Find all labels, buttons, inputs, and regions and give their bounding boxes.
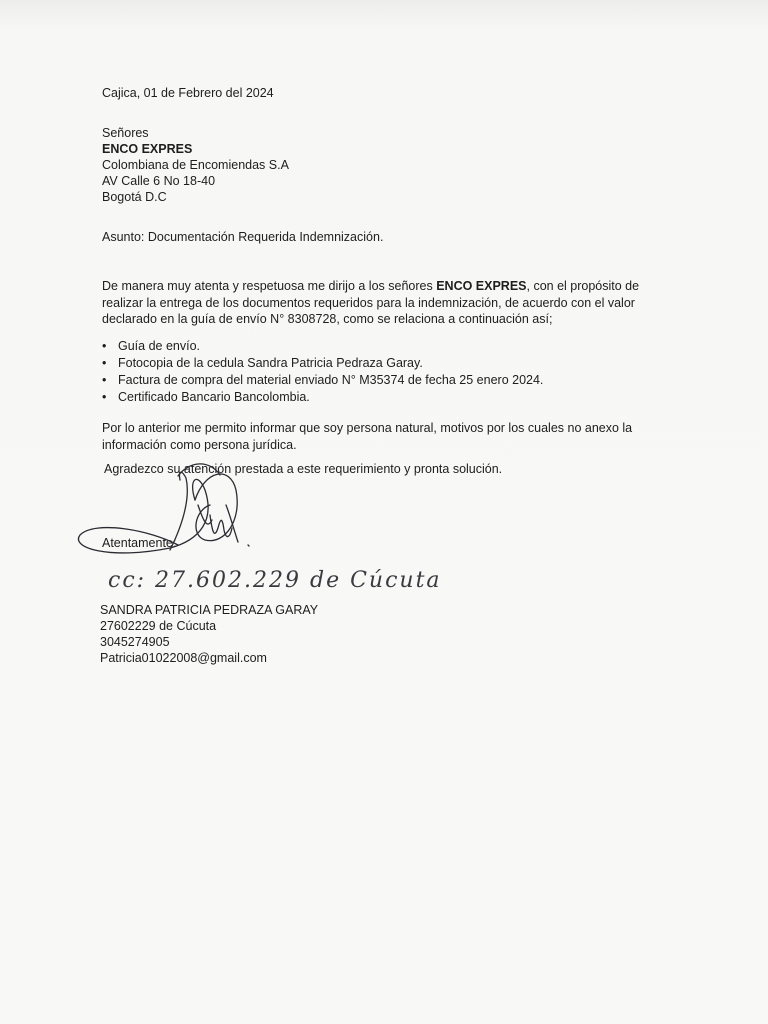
body-note-line-1: Por lo anterior me permito informar que soy persona natural, motivos por los cuales no anexo la — [102, 421, 633, 435]
recipient-address: AV Calle 6 No 18-40 — [102, 174, 216, 188]
body-intro-text: De manera muy atenta y respetuosa me dirijo a los señores — [102, 279, 437, 293]
signer-phone: 3045274905 — [100, 635, 170, 649]
signer-email: Patricia01022008@gmail.com — [100, 651, 267, 665]
body-intro-text-after: , con el propósito de — [526, 279, 640, 293]
handwritten-id-note: cc: 27.602.229 de Cúcuta — [108, 568, 442, 593]
signer-name: SANDRA PATRICIA PEDRAZA GARAY — [100, 603, 319, 617]
thanks-line: Agradezco su atención prestada a este requerimiento y pronta solución. — [104, 462, 503, 476]
recipient-salutation: Señores — [102, 126, 149, 140]
closing-line: Atentamente: — [102, 536, 177, 550]
subject-line: Asunto: Documentación Requerida Indemnización. — [102, 230, 384, 244]
list-item: • Guía de envío. — [102, 338, 543, 355]
list-item: • Fotocopia de la cedula Sandra Patricia Pedraza Garay. — [102, 355, 543, 372]
list-item: • Factura de compra del material enviado N° M35374 de fecha 25 enero 2024. — [102, 372, 543, 389]
signer-id: 27602229 de Cúcuta — [100, 619, 217, 633]
date-line: Cajica, 01 de Febrero del 2024 — [102, 86, 274, 100]
recipient-company-full: Colombiana de Encomiendas S.A — [102, 158, 289, 172]
list-item: • Certificado Bancario Bancolombia. — [102, 389, 543, 406]
body-note-line-2: información como persona jurídica. — [102, 437, 297, 452]
body-intro-line-3: declarado en la guía de envío N° 8308728, como se relaciona a continuación así; — [102, 312, 553, 326]
body-intro-line-2: realizar la entrega de los documentos requeridos para la indemnización, de acuerdo con el valor — [102, 295, 635, 310]
recipient-city: Bogotá D.C — [102, 190, 167, 204]
recipient-company: ENCO EXPRES — [102, 142, 193, 156]
body-intro-company: ENCO EXPRES — [436, 279, 527, 293]
